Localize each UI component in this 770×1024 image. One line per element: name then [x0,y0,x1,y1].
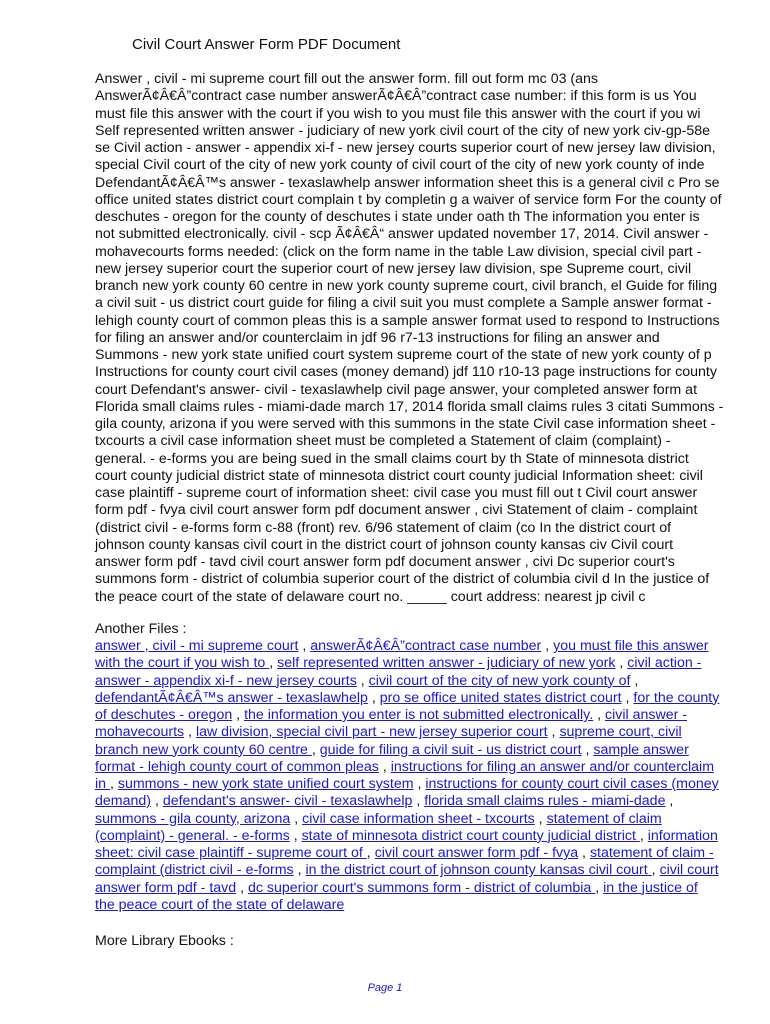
body-line: Florida small claims rules - miami-dade march 17, 2014 florida small claims rules 3 citati Summons - [95,398,724,415]
body-line: summons form - district of columbia superior court of the district of columbia civil d In the justice of [95,571,710,588]
another-files-heading: Another Files : [95,621,187,637]
link-separator: , [289,827,302,844]
file-link[interactable]: defendant's answer- civil - texaslawhelp [162,793,413,810]
file-link[interactable]: law division, special civil part - new jersey superior court [195,724,548,741]
links-line [95,897,735,914]
file-link[interactable]: answer form pdf - tavd [95,879,237,896]
file-link[interactable]: in the justice of [603,879,698,896]
file-link[interactable]: information [647,827,718,844]
link-separator: , [595,879,604,896]
body-line: DefendantÃ¢Â€Â™s answer - texaslawhelp answer information sheet this is a general civil c Pro se [95,174,720,191]
body-line: the peace court of the state of delaware court no. _____ court address: nearest jp civil c [95,588,646,605]
link-separator: , [665,793,674,810]
link-separator: , [109,776,118,792]
body-line: special Civil court of the city of new york county of civil court of the city of new york county of inde [95,157,705,174]
body-line: gila county, arizona if you were served with this summons in the state Civil case information sheet - [95,416,716,432]
file-link[interactable]: for the county [633,689,720,706]
links-line [95,828,735,845]
file-link[interactable]: of deschutes - oregon [95,707,233,723]
links-line [95,793,735,810]
file-link[interactable]: instructions for county court civil cases (money [425,776,719,792]
body-line: new jersey superior court the superior court of new jersey law division, spe Supreme court, civil [95,260,692,277]
link-separator: , [651,862,660,879]
file-link[interactable]: statement of claim [546,810,662,827]
file-link[interactable]: branch new york county 60 centre [95,741,312,758]
link-separator: , [378,758,391,775]
file-link[interactable]: answer , civil - mi supreme court [95,638,299,654]
link-separator: , [581,741,594,758]
body-line: Instructions for county court civil cases (money demand) jdf 110 r10-13 page instructions for county [95,364,717,381]
body-line: case plaintiff - supreme court of information sheet: civil case you must fill out t Civil court answer [95,485,698,501]
file-link[interactable]: answer - appendix xi-f - new jersey courts [95,672,357,689]
file-link[interactable]: defendantÃ¢Â€Â™s answer - texaslawhelp [95,689,368,706]
body-paragraph [95,71,735,606]
page-number: Page 1 [367,982,403,994]
link-separator: , [615,655,628,672]
link-separator: , [578,845,590,861]
file-link[interactable]: civil case information sheet - txcourts [302,810,535,827]
body-line: court Defendant's answer- civil - texaslawhelp civil page answer, your completed answer form at [95,381,698,398]
body-line: office united states district court complain t by completin g a waiver of service form For the county of [95,191,722,208]
link-separator: , [236,879,248,896]
body-line: deschutes - oregon for the county of deschutes i state under oath th The information you enter is [95,209,700,225]
file-link[interactable]: summons - gila county, arizona [95,810,291,827]
body-line: for filing an answer and/or counterclaim in jdf 96 r7-13 instructions for filing an answer and [95,329,660,346]
body-line: Summons - new york state unified court system supreme court of the state of new york county of p [95,347,712,363]
file-link[interactable]: in the district court of johnson county kansas civil court [305,862,652,879]
body-line: mohavecourts forms needed: (click on the form name in the table Law division, special civil part - [95,243,702,260]
links-line [95,724,735,741]
link-separator: , [547,724,560,741]
body-line: johnson county kansas civil court in the district court of johnson county kansas civ Civil court [95,536,674,553]
links-line [95,638,735,655]
file-link[interactable]: the peace court of the state of delaware [95,896,345,913]
file-link[interactable]: civil action - [627,655,702,672]
file-link[interactable]: civil court of the city of new york county of [368,672,631,689]
file-link[interactable]: supreme court, civil [559,724,682,741]
body-line: AnswerÃ¢Â€Â”contract case number answerÃ¢Â€Â”contract case number: if this form is us You [95,88,697,105]
another-files-links [95,638,735,914]
link-separator: , [293,862,306,879]
file-link[interactable]: instructions for filing an answer and/or counterclaim [390,758,715,775]
links-line [95,690,735,707]
links-line [95,759,735,776]
link-separator: , [298,638,311,654]
link-separator: , [534,810,547,827]
body-line: Answer , civil - mi supreme court fill out the answer form. fill out form mc 03 (ans [95,71,599,87]
file-link[interactable]: civil answer - [604,707,687,723]
body-line: court county judicial district state of minnesota district court county judicial Information sheet: civil [95,467,703,484]
file-link[interactable]: civil court answer form pdf - fvya [374,845,579,861]
links-line [95,655,735,672]
link-separator: , [311,741,320,758]
link-separator: , [151,793,163,810]
more-library-heading: More Library Ebooks : [95,933,234,949]
link-separator: , [356,672,369,689]
link-separator: , [290,810,303,827]
file-link[interactable]: with the court if you wish to [95,655,270,672]
link-separator: , [630,672,639,689]
body-line: a civil suit - us district court guide for filing a civil suit you must complete a Sample answer format - [95,295,712,312]
file-link[interactable]: complaint (district civil - e-forms [95,862,294,879]
links-line [95,880,735,897]
file-link[interactable]: format - lehigh county court of common pleas [95,758,379,775]
link-separator: , [593,707,605,723]
body-line: not submitted electronically. civil - scp Ã¢Â€Â“ answer updated november 17, 2014. Civil answer - [95,226,709,243]
links-line [95,845,735,862]
file-link[interactable]: sheet: civil case plaintiff - supreme court of [95,845,367,861]
file-link[interactable]: mohavecourts [95,724,185,741]
file-link[interactable]: in [95,776,110,792]
link-separator: , [232,707,245,723]
link-separator: , [184,724,196,741]
body-line: lehigh county court of common pleas this is a sample answer format used to respond to Instructions [95,312,720,329]
file-link[interactable]: summons - new york state unified court system [117,776,414,792]
body-line: general. - e-forms you are being sued in the small claims court by th State of minnesota district [95,450,689,467]
links-line [95,811,735,828]
file-link[interactable]: demand) [95,793,151,810]
body-line: branch new york county 60 centre in new york county supreme court, civil branch, el Guide for filing [95,278,718,294]
body-line: Self represented written answer - judiciary of new york civil court of the city of new york civ-gp-58e [95,122,711,139]
body-line: (district civil - e-forms form c-88 (front) rev. 6/96 statement of claim (co In the district court of [95,519,672,536]
links-line [95,862,735,879]
body-line: form pdf - fvya civil court answer form pdf document answer , civi Statement of claim - complaint [95,502,698,519]
body-line: must file this answer with the court if you wish to you must file this answer with the court if you wi [95,105,701,122]
file-link[interactable]: answerÃ¢Â€Â”contract case number [310,638,542,654]
links-line [95,742,735,759]
link-separator: , [413,776,426,792]
file-link[interactable]: you must file this answer [553,638,709,654]
file-link[interactable]: civil court [659,862,719,879]
file-link[interactable]: guide for filing a civil suit - us district court [319,741,582,758]
body-line: txcourts a civil case information sheet must be completed a Statement of claim (complaint) - [95,433,671,450]
file-link[interactable]: statement of claim - [589,845,714,861]
document-title: Civil Court Answer Form PDF Document [132,36,401,53]
links-line [95,673,735,690]
file-link[interactable]: state of minnesota district court county judicial district [301,827,640,844]
body-line: se Civil action - answer - appendix xi-f - new jersey courts superior court of new jersey law division, [95,140,716,156]
file-link[interactable]: dc superior court's summons form - district of columbia [247,879,596,896]
links-line [95,776,735,793]
file-link[interactable]: the information you enter is not submitted electronically. [244,707,594,723]
link-separator: , [367,689,380,706]
link-separator: , [639,827,648,844]
body-line: answer form pdf - tavd civil court answer form pdf document answer , civi Dc superior court's [95,554,675,570]
file-link[interactable]: sample answer [593,741,689,758]
file-link[interactable]: self represented written answer - judiciary of new york [277,655,616,672]
link-separator: , [412,793,425,810]
file-link[interactable]: florida small claims rules - miami-dade [424,793,666,810]
link-separator: , [269,655,278,672]
links-line [95,707,735,724]
link-separator: , [366,845,375,861]
file-link[interactable]: pro se office united states district court [379,689,622,706]
file-link[interactable]: (complaint) - general. - e-forms [95,827,290,844]
link-separator: , [621,689,634,706]
link-separator: , [541,638,554,654]
